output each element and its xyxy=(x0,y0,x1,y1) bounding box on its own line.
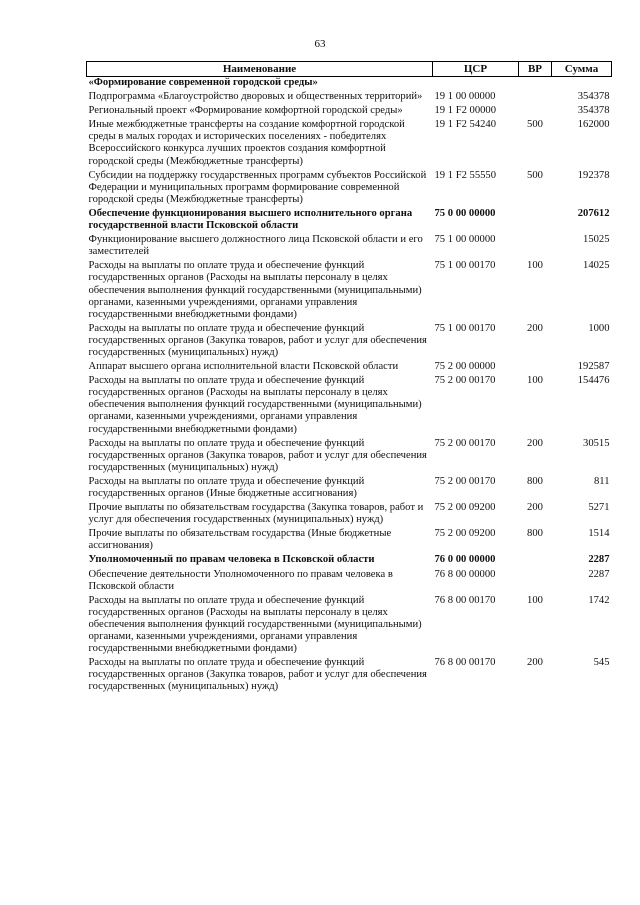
cell-name: Расходы на выплаты по оплате труда и обеспечение функций государственных органов (Закупка товаров, работ и услуг для обеспечения государственных (муниципальных) нужд) xyxy=(88,322,427,358)
cell-vr: 800 xyxy=(527,475,543,487)
cell-name: Расходы на выплаты по оплате труда и обеспечение функций государственных органов (Расходы на выплаты персоналу в целях обеспечения выполнения функций государственными (муниципальными) органами, казенными учреждениями, органами управления государственными внебюджетными фондами) xyxy=(88,375,422,435)
cell-name: Субсидии на поддержку государственных программ субъектов Российской Федерации и муниципальных программ формирование современной городской среды (Межбюджетные трансферты) xyxy=(88,169,427,205)
cell-sum: 14025 xyxy=(583,260,610,272)
cell-name: Расходы на выплаты по оплате труда и обеспечение функций государственных органов (Расходы на выплаты персоналу в целях обеспечения выполнения функций государственными (муниципальными) органами, казенными учреждениями, органами управления государственными внебюджетными фондами) xyxy=(88,260,422,320)
cell-csr: 75 2 00 00000 xyxy=(434,361,496,373)
cell-csr: 75 2 00 00170 xyxy=(434,437,496,449)
cell-vr xyxy=(519,206,552,232)
cell-csr: 75 1 00 00000 xyxy=(434,234,496,246)
table-header-row xyxy=(87,62,612,77)
cell-sum: 1514 xyxy=(588,528,610,540)
cell-name: Прочие выплаты по обязательствам государства (Иные бюджетные ассигнования) xyxy=(88,528,392,552)
cell-name: «Формирование современной городской среды» xyxy=(88,77,318,88)
cell-sum xyxy=(552,77,612,90)
table-row xyxy=(87,77,612,90)
cell-vr: 500 xyxy=(527,169,543,181)
cell-sum: 192587 xyxy=(577,361,610,373)
cell-sum: 354378 xyxy=(577,105,610,117)
cell-csr: 76 8 00 00170 xyxy=(434,594,496,606)
cell-vr xyxy=(519,567,552,593)
cell-csr: 76 8 00 00170 xyxy=(434,657,496,669)
cell-sum: 30515 xyxy=(583,437,610,449)
budget-table xyxy=(86,61,612,694)
cell-csr: 75 2 00 00170 xyxy=(434,375,496,387)
table-row xyxy=(87,552,612,566)
cell-name: Обеспечение деятельности Уполномоченного по правам человека в Псковской области xyxy=(88,568,393,592)
cell-name: Прочие выплаты по обязательствам государства (Закупка товаров, работ и услуг для обеспечения государственных (муниципальных) нужд) xyxy=(88,502,424,526)
table-row xyxy=(87,593,612,655)
cell-sum: 354378 xyxy=(577,91,610,103)
cell-csr: 19 1 00 00000 xyxy=(434,91,496,103)
cell-csr: 19 1 F2 55550 xyxy=(434,169,497,181)
cell-vr xyxy=(519,552,552,566)
table-row xyxy=(87,168,612,206)
cell-vr xyxy=(519,89,552,103)
header-name: Наименование xyxy=(87,62,433,77)
cell-vr: 200 xyxy=(527,322,543,334)
cell-vr: 200 xyxy=(527,437,543,449)
cell-vr: 500 xyxy=(527,119,543,131)
header-csr: ЦСР xyxy=(433,62,519,77)
header-sum: Сумма xyxy=(552,62,612,77)
cell-csr: 75 0 00 00000 xyxy=(434,207,496,219)
cell-csr: 19 1 F2 00000 xyxy=(434,105,497,117)
table-row xyxy=(87,474,612,500)
cell-sum: 162000 xyxy=(577,119,610,131)
cell-sum: 1000 xyxy=(588,322,610,334)
cell-name: Функционирование высшего должностного лица Псковской области и его заместителей xyxy=(88,234,423,258)
table-row xyxy=(87,436,612,474)
cell-csr: 19 1 F2 54240 xyxy=(434,119,497,131)
cell-csr: 76 8 00 00000 xyxy=(434,568,496,580)
cell-name: Расходы на выплаты по оплате труда и обеспечение функций государственных органов (Расходы на выплаты персоналу в целях обеспечения выполнения функций государственными (муниципальными) органами, казенными учреждениями, органами управления государственными внебюджетными фондами) xyxy=(88,594,422,655)
cell-csr: 75 2 00 09200 xyxy=(434,502,496,514)
cell-name: Уполномоченный по правам человека в Псковской области xyxy=(88,554,375,566)
table-row xyxy=(87,89,612,103)
cell-name: Региональный проект «Формирование комфортной городской среды» xyxy=(88,105,403,117)
cell-vr xyxy=(519,77,552,90)
cell-csr: 75 2 00 00170 xyxy=(434,475,496,487)
table-row xyxy=(87,373,612,435)
table-row xyxy=(87,117,612,167)
table-body xyxy=(87,77,612,694)
table-row xyxy=(87,258,612,320)
cell-vr: 200 xyxy=(527,502,543,514)
table-row xyxy=(87,206,612,232)
table-row xyxy=(87,232,612,258)
cell-sum: 15025 xyxy=(583,234,610,246)
cell-vr: 800 xyxy=(527,528,543,540)
table-row xyxy=(87,655,612,693)
cell-csr: 75 2 00 09200 xyxy=(434,528,496,540)
table-row xyxy=(87,567,612,593)
cell-sum: 811 xyxy=(594,475,610,487)
cell-csr: 75 1 00 00170 xyxy=(434,260,496,272)
table-row xyxy=(87,500,612,526)
cell-vr xyxy=(519,232,552,258)
cell-csr: 75 1 00 00170 xyxy=(434,322,496,334)
cell-sum: 2287 xyxy=(588,554,610,566)
cell-sum: 1742 xyxy=(588,594,610,606)
cell-name: Расходы на выплаты по оплате труда и обеспечение функций государственных органов (Закупка товаров, работ и услуг для обеспечения государственных (муниципальных) нужд) xyxy=(88,657,427,693)
cell-sum: 192378 xyxy=(577,169,610,181)
cell-csr xyxy=(433,77,519,90)
cell-name: Иные межбюджетные трансферты на создание комфортной городской среды в малых городах и исторических поселениях - победителях Всероссийского конкурса лучших проектов создания комфортной городской среды (Межбюджетные трансферты) xyxy=(88,119,405,167)
cell-name: Обеспечение функционирования высшего исполнительного органа государственной власти Псковской области xyxy=(88,207,413,232)
cell-name: Аппарат высшего органа исполнительной власти Псковской области xyxy=(88,361,399,373)
cell-name: Расходы на выплаты по оплате труда и обеспечение функций государственных органов (Закупка товаров, работ и услуг для обеспечения государственных (муниципальных) нужд) xyxy=(88,437,427,473)
cell-sum: 154476 xyxy=(577,375,610,387)
cell-name: Расходы на выплаты по оплате труда и обеспечение функций государственных органов (Иные бюджетные ассигнования) xyxy=(88,475,365,499)
cell-vr: 100 xyxy=(527,375,543,387)
page-number: 63 xyxy=(314,38,326,50)
cell-name: Подпрограмма «Благоустройство дворовых и общественных территорий» xyxy=(88,91,423,103)
cell-vr: 100 xyxy=(527,594,543,606)
cell-vr xyxy=(519,103,552,117)
cell-sum: 2287 xyxy=(588,568,610,580)
cell-vr: 200 xyxy=(527,657,543,669)
cell-sum: 5271 xyxy=(588,502,610,514)
header-vr: ВР xyxy=(519,62,552,77)
table-row xyxy=(87,103,612,117)
cell-csr: 76 0 00 00000 xyxy=(434,554,496,566)
table-row xyxy=(87,321,612,359)
cell-sum: 545 xyxy=(593,657,610,669)
table-row xyxy=(87,526,612,552)
table-row xyxy=(87,359,612,373)
cell-vr xyxy=(519,359,552,373)
cell-vr: 100 xyxy=(527,260,543,272)
cell-sum: 207612 xyxy=(577,207,610,219)
